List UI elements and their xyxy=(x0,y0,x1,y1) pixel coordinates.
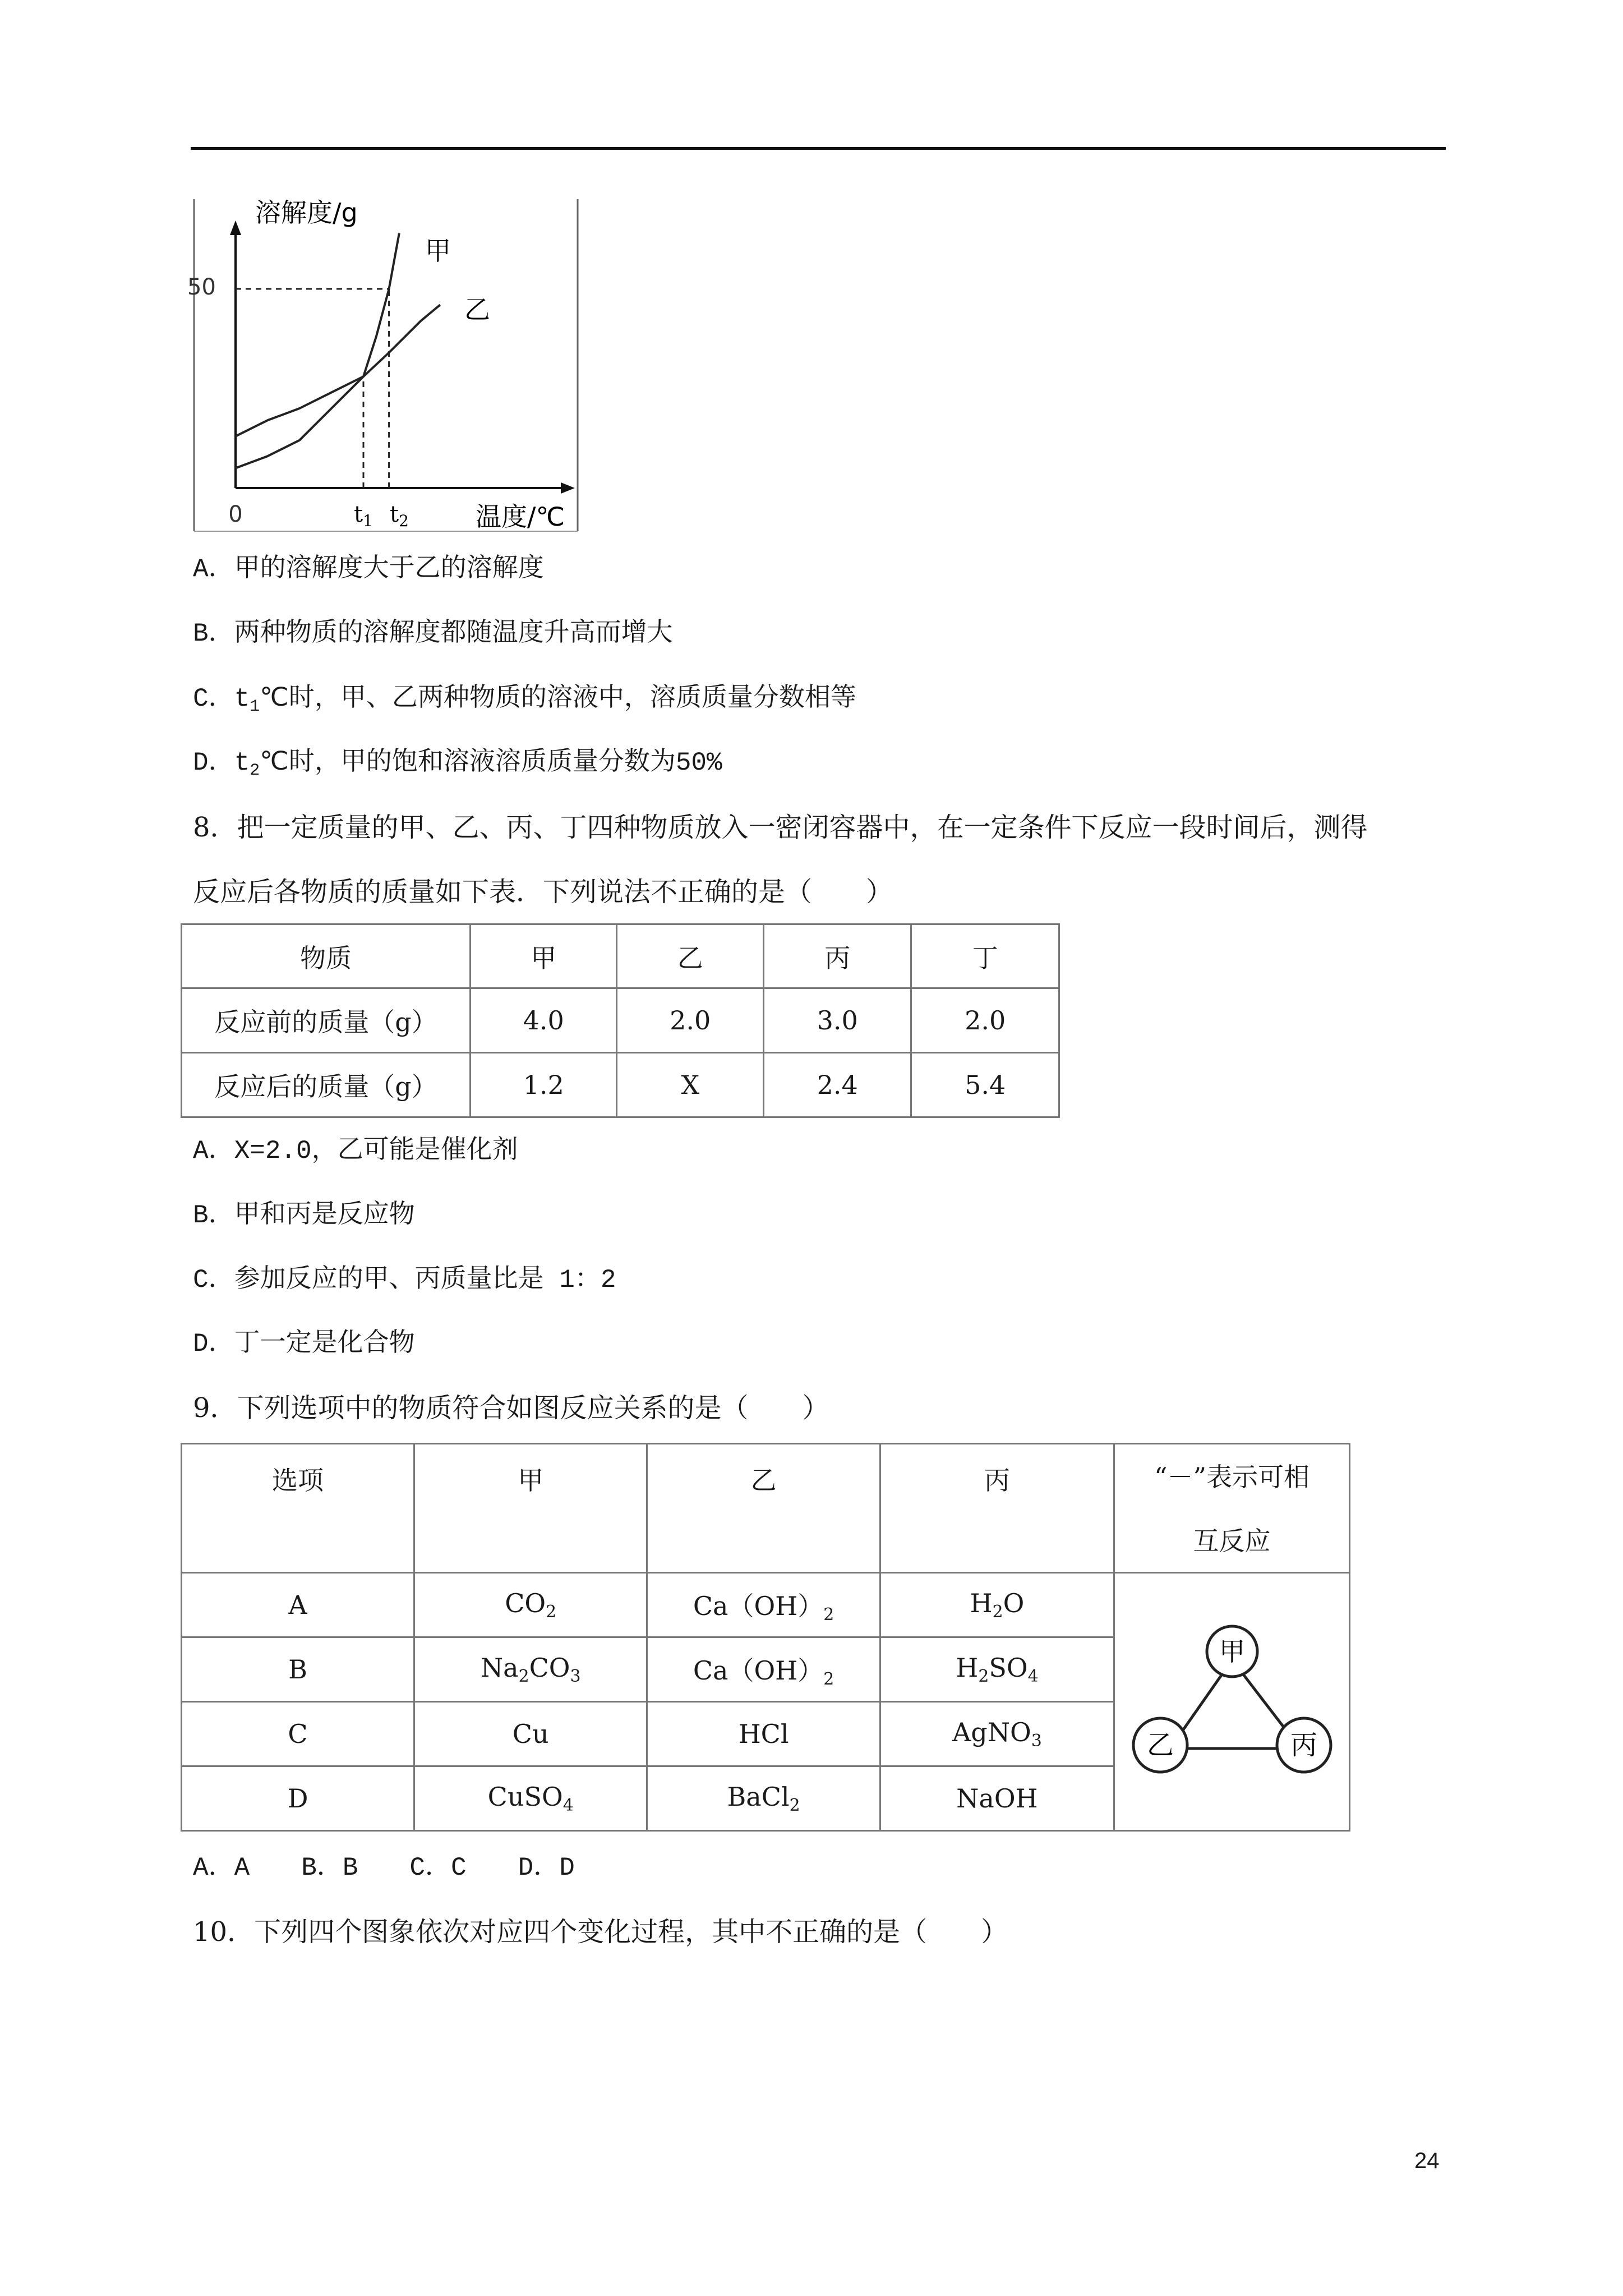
q8-header-cell: 丁 xyxy=(911,924,1059,988)
q9-header-cell: 丙 xyxy=(880,1444,1114,1573)
chart-series-group xyxy=(236,233,440,468)
chart-reference-lines xyxy=(236,289,389,488)
q9-table-header-row xyxy=(182,1444,1350,1573)
q8-table-row xyxy=(182,1053,1059,1117)
q8-table xyxy=(181,923,1060,1118)
q9-table xyxy=(181,1443,1350,1832)
reaction-diagram xyxy=(1126,1621,1339,1783)
chart-ytick-50: 50 xyxy=(187,274,216,300)
chart-xlabel: 温度/℃ xyxy=(476,501,565,532)
diagram-label-bing: 丙 xyxy=(1290,1729,1317,1761)
q8-header-cell: 乙 xyxy=(617,924,764,988)
q9-cell-yi: $Ca(OH)_2$ xyxy=(647,1573,880,1637)
q9-cell-bing: AgNO$_3$ xyxy=(880,1702,1114,1766)
q9-cell-yi: $Ca(OH)_2$ xyxy=(647,1637,880,1702)
q8-cell: 反应后的质量（g） xyxy=(182,1053,471,1117)
y-axis-arrow xyxy=(230,220,241,235)
q8-stem-line2: 反应后各物质的质量如下表．下列说法不正确的是（ ） xyxy=(193,876,893,908)
q8-cell: 2.4 xyxy=(763,1053,911,1117)
q9-cell-bing: $H_2O$ xyxy=(880,1573,1114,1637)
q8-option-d: D．丁一定是化合物 xyxy=(193,1329,415,1359)
page-number: 24 xyxy=(1414,2148,1440,2173)
q9-cell-jia: $CO_2$ xyxy=(414,1573,647,1637)
q9-table-row xyxy=(182,1573,1350,1637)
series-label-yi: 乙 xyxy=(464,295,490,325)
q9-legend-line2: 互反应 xyxy=(1193,1526,1271,1556)
series-label-jia: 甲 xyxy=(425,236,451,266)
q9-cell-jia: CuSO$_4$ xyxy=(414,1766,647,1831)
q9-cell-jia: Cu xyxy=(414,1702,647,1766)
q9-cell-yi: BaCl$_2$ xyxy=(647,1766,880,1831)
q9-cell-option: D xyxy=(182,1766,414,1831)
chart-xtick-t2: $t_2$ xyxy=(390,501,409,530)
q8-option-b: B．甲和丙是反应物 xyxy=(193,1201,415,1230)
q8-cell: X xyxy=(617,1053,764,1117)
q8-cell: 5.4 xyxy=(911,1053,1059,1117)
q8-cell: 1.2 xyxy=(470,1053,617,1117)
q9-cell-option: A xyxy=(182,1573,414,1637)
q9-cell-jia: $Na_2CO_3$ xyxy=(414,1637,647,1702)
q8-header-cell: 甲 xyxy=(470,924,617,988)
q9-header-cell: 选项 xyxy=(182,1444,414,1573)
header-rule xyxy=(191,147,1446,150)
x-axis-arrow xyxy=(561,482,575,494)
q9-cell-bing: NaOH xyxy=(880,1766,1114,1831)
series-line-jia xyxy=(236,233,399,468)
q8-table-header-row xyxy=(182,924,1059,988)
q9-cell-yi: HCl xyxy=(647,1702,880,1766)
q9-cell-option: B xyxy=(182,1637,414,1702)
series-line-yi xyxy=(236,305,440,436)
q7-option-a: A．甲的溶解度大于乙的溶解度 xyxy=(193,555,544,584)
q9-header-cell: 甲 xyxy=(414,1444,647,1573)
q9-cell-bing: $H_2SO_4$ xyxy=(880,1637,1114,1702)
q7-option-c: C．$t_1℃$时，甲、乙两种物质的溶液中，溶质质量分数相等 xyxy=(193,684,856,716)
q9-answer-options: A．A B．B C．C D．D xyxy=(193,1853,575,1883)
solubility-chart xyxy=(187,197,583,536)
diagram-label-jia: 甲 xyxy=(1219,1636,1245,1667)
q8-cell: 4.0 xyxy=(470,988,617,1053)
q7-option-b: B．两种物质的溶解度都随温度升高而增大 xyxy=(193,619,673,648)
q10-stem: 10．下列四个图象依次对应四个变化过程，其中不正确的是（ ） xyxy=(193,1916,1008,1948)
q8-cell: 2.0 xyxy=(617,988,764,1053)
q9-legend-line1: “－”表示可相 xyxy=(1154,1462,1310,1492)
chart-ylabel: 溶解度/g xyxy=(255,197,358,228)
q8-option-a: A．X=2.0，乙可能是催化剂 xyxy=(193,1137,518,1166)
chart-xtick-0: 0 xyxy=(228,501,243,527)
q8-header-cell: 丙 xyxy=(763,924,911,988)
diagram-label-yi: 乙 xyxy=(1146,1729,1174,1761)
q8-cell: 3.0 xyxy=(763,988,911,1053)
q9-header-cell-legend xyxy=(1114,1444,1350,1573)
q8-cell: 2.0 xyxy=(911,988,1059,1053)
chart-xtick-t1: $t_1$ xyxy=(354,501,373,530)
q8-header-cell: 物质 xyxy=(182,924,471,988)
q9-stem: 9．下列选项中的物质符合如图反应关系的是（ ） xyxy=(193,1392,829,1424)
q9-cell-option: C xyxy=(182,1702,414,1766)
q8-option-c: C．参加反应的甲、丙质量比是 1：2 xyxy=(193,1266,616,1295)
q7-option-d: D．$t_2℃$时，甲的饱和溶液溶质质量分数为50% xyxy=(193,748,722,780)
q9-header-cell: 乙 xyxy=(647,1444,880,1573)
q8-stem-line1: 8．把一定质量的甲、乙、丙、丁四种物质放入一密闭容器中，在一定条件下反应一段时间后，测得 xyxy=(193,812,1368,843)
q8-cell: 反应前的质量（g） xyxy=(182,988,471,1053)
q9-diagram-cell xyxy=(1114,1573,1350,1831)
q8-table-row xyxy=(182,988,1059,1053)
